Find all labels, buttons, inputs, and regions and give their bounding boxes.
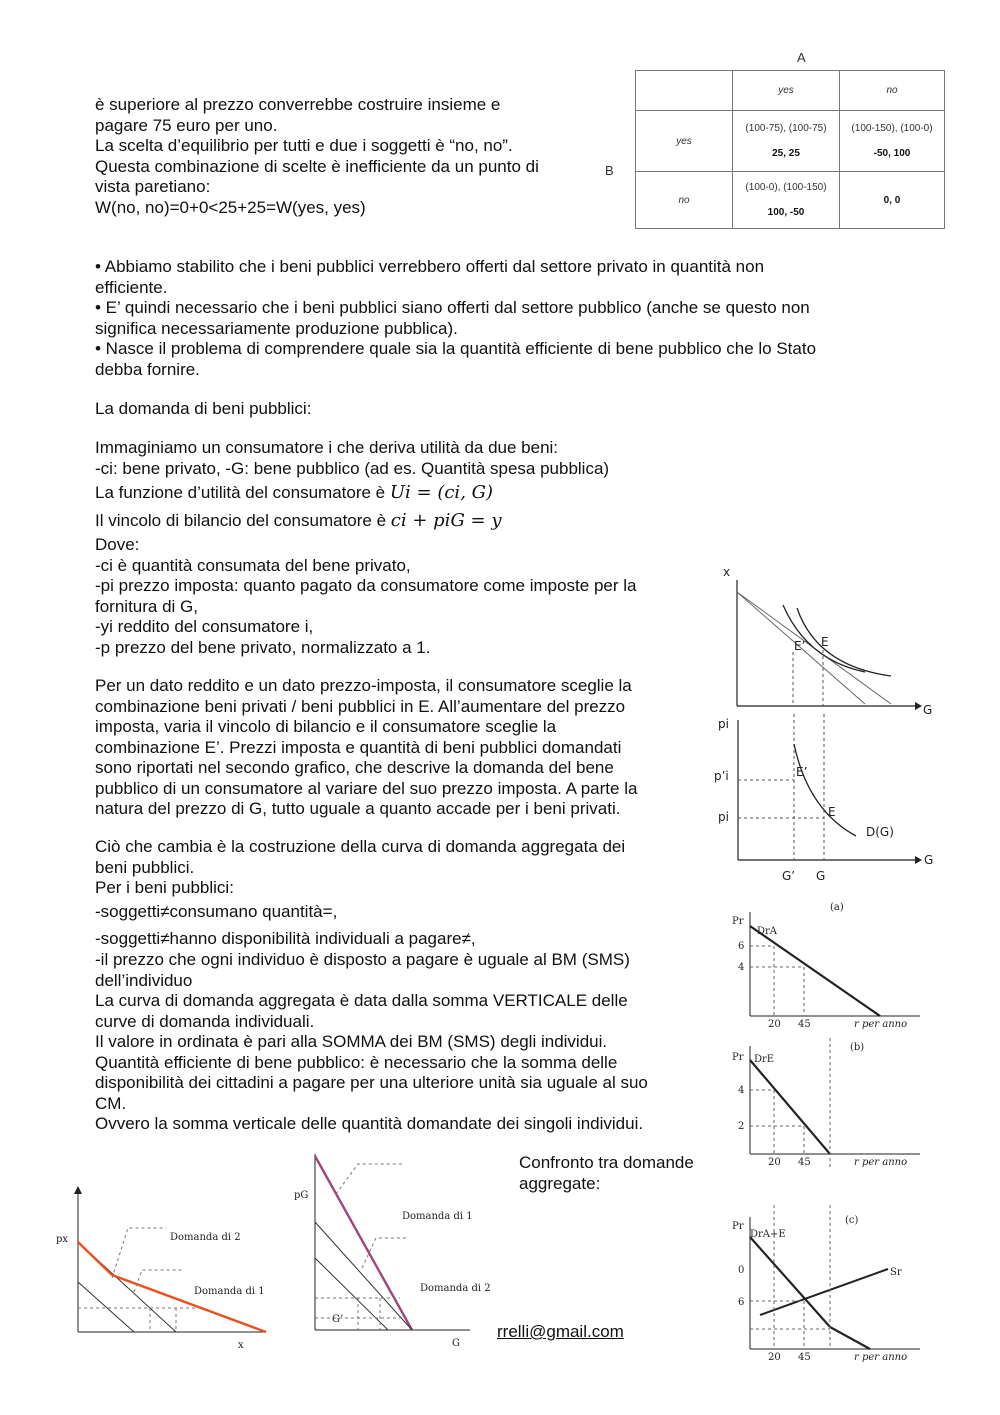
- text-line: imposta, varia il vincolo di bilancio e il consumatore sceglie la: [95, 717, 557, 736]
- text-line: sono riportati nel secondo grafico, che descrive la domanda del bene: [95, 758, 614, 777]
- point-e-prime-label: E’: [794, 639, 806, 653]
- p-label: pi: [718, 810, 729, 824]
- col-no-header: no: [840, 71, 945, 111]
- x-tick: 20: [768, 1352, 781, 1363]
- text-line: -p prezzo del bene privato, normalizzato a 1.: [95, 637, 431, 657]
- y-tick: 6: [738, 941, 745, 952]
- where-paragraph: [95, 535, 636, 658]
- bullet-line: • Nasce il problema di comprendere quale sia la quantità efficiente di bene pubblico che lo Stato: [95, 339, 817, 358]
- private-demand-figure: [50, 1180, 290, 1415]
- text-line: -ci: bene privato, -G: bene pubblico (ad es. Quantità spesa pubblica): [95, 458, 610, 478]
- game-payoff-table: [635, 70, 945, 229]
- demand-2-label: Domanda di 2: [170, 1232, 241, 1243]
- public-demand-figure: [290, 1150, 510, 1415]
- bullet-line: • E’ quindi necessario che i beni pubblici siano offerti dal settore pubblico (anche se questo non: [95, 298, 810, 317]
- consumer-paragraph: [95, 438, 609, 479]
- demand-a-figure: [730, 898, 930, 1030]
- px-axis-label: px: [56, 1234, 69, 1245]
- e-label: E: [828, 805, 836, 819]
- row-yes-header: yes: [636, 111, 733, 172]
- demand-b-figure: [730, 1038, 930, 1170]
- text-line: Per un dato reddito e un dato prezzo-imposta, il consumatore sceglie la: [95, 676, 632, 695]
- demand-1-label: Domanda di 1: [194, 1286, 265, 1297]
- text-line: W(no, no)=0+0<25+25=W(yes, yes): [95, 197, 366, 217]
- x-tick: 20: [768, 1157, 781, 1168]
- supply-label: Sr: [890, 1267, 902, 1278]
- bullet-line: debba fornire.: [95, 359, 200, 379]
- budget-formula: ci + piG = y: [390, 510, 502, 531]
- pg-axis-label: pG: [294, 1190, 309, 1201]
- utility-text: La funzione d’utilità del consumatore è: [95, 483, 386, 502]
- section-title: La domanda di beni pubblici:: [95, 399, 312, 418]
- x-tick: 45: [798, 1352, 811, 1363]
- cell-yes-no: (100-150), (100-0) -50, 100: [840, 111, 945, 172]
- x-tick: 20: [768, 1019, 781, 1030]
- x-axis-label: x: [723, 565, 731, 579]
- text-line: beni pubblici.: [95, 857, 195, 877]
- e-prime-label: E’: [796, 765, 808, 779]
- cell-no-yes: (100-0), (100-150) 100, -50: [733, 172, 840, 229]
- text-line: pagare 75 euro per uno.: [95, 115, 278, 135]
- text-line: Ciò che cambia è la costruzione della curva di domanda aggregata dei: [95, 837, 626, 856]
- text-line: combinazione beni privati / beni pubblici in E. All’aumentare del prezzo: [95, 696, 626, 716]
- text-line: CM.: [95, 1093, 127, 1113]
- panel-a-tag: (a): [830, 902, 844, 913]
- text-line: è superiore al prezzo converrebbe costruire insieme e: [95, 95, 501, 114]
- text-line: La curva di domanda aggregata è data dalla somma VERTICALE delle: [95, 991, 628, 1010]
- point-e-label: E: [821, 635, 829, 649]
- text-line: pubblico di un consumatore al variare del suo prezzo imposta. A parte la: [95, 778, 638, 798]
- bullet-line: • Abbiamo stabilito che i beni pubblici verrebbero offerti dal settore privato in quantità non: [95, 257, 765, 276]
- budget-line: [95, 511, 502, 532]
- choice-paragraph: [95, 676, 637, 820]
- text-line: natura del prezzo di G, tutto uguale a quanto accade per i beni privati.: [95, 799, 621, 818]
- y-tick: 4: [738, 1085, 745, 1096]
- text-line: dell’individuo: [95, 970, 193, 990]
- text-line: Il valore in ordinata è pari alla SOMMA dei BM (SMS) degli individui.: [95, 1032, 608, 1051]
- col-yes-header: yes: [733, 71, 840, 111]
- pr-axis-label: Pr: [732, 1221, 744, 1232]
- cell-no-no: 0, 0: [840, 172, 945, 229]
- y-tick: 0: [738, 1265, 745, 1276]
- text-line: aggregate:: [519, 1173, 601, 1193]
- curve-label: DrE: [754, 1054, 775, 1065]
- p-prime-label: p’i: [714, 769, 729, 783]
- text-line: -pi prezzo imposta: quanto pagato da consumatore come imposte per la: [95, 576, 637, 595]
- x-axis-label: x: [238, 1340, 244, 1351]
- g-axis-label: G: [924, 853, 934, 867]
- text-line: Questa combinazione di scelte è inefficiente da un punto di: [95, 156, 539, 176]
- text-line: Confronto tra domande: [519, 1153, 694, 1172]
- pr-axis-label: Pr: [732, 1052, 744, 1063]
- utility-formula: Ui = (ci, G): [389, 482, 494, 503]
- bullet-line: significa necessariamente produzione pubblica).: [95, 318, 458, 338]
- text-line: vista paretiano:: [95, 177, 211, 196]
- text-line: curve di domanda individuali.: [95, 1011, 315, 1031]
- utility-line: [95, 483, 493, 504]
- text-line: Immaginiamo un consumatore i che deriva utilità da due beni:: [95, 438, 559, 457]
- indifference-curve-figure: [715, 560, 945, 720]
- g-tick: G: [816, 869, 826, 883]
- text-line: -ci è quantità consumata del bene privato,: [95, 555, 411, 575]
- demand-2-label: Domanda di 2: [420, 1283, 491, 1294]
- panel-b-tag: (b): [850, 1042, 865, 1053]
- budget-text: Il vincolo di bilancio del consumatore è: [95, 511, 387, 530]
- x-axis-label: r per anno: [854, 1352, 908, 1363]
- text-line: fornitura di G,: [95, 596, 198, 616]
- neq-line-1: -soggetti≠consumano quantità=,: [95, 902, 338, 921]
- text-line: La scelta d’equilibrio per tutti e due i soggetti è “no, no”.: [95, 136, 513, 155]
- g-axis-label: G: [923, 703, 933, 717]
- g-axis-label: G: [452, 1338, 460, 1349]
- individual-demand-figure: [710, 714, 950, 886]
- demand-1-label: Domanda di 1: [402, 1211, 473, 1222]
- text-line: Dove:: [95, 535, 140, 554]
- text-line: Per i beni pubblici:: [95, 878, 234, 897]
- intro-paragraph: [95, 95, 539, 218]
- final-paragraph: [95, 950, 648, 1135]
- text-line: Ovvero la somma verticale delle quantità domandate dei singoli individui.: [95, 1114, 644, 1133]
- g-prime-label: G’: [332, 1314, 344, 1325]
- y-tick: 6: [738, 1297, 745, 1308]
- text-line: -yi reddito del consumatore i,: [95, 617, 314, 636]
- pr-axis-label: Pr: [732, 916, 744, 927]
- pi-axis-label: pi: [718, 717, 729, 731]
- x-tick: 45: [798, 1157, 811, 1168]
- aggregate-paragraph: [95, 837, 625, 899]
- x-tick: 45: [798, 1019, 811, 1030]
- bullet-list: [95, 257, 816, 380]
- y-tick: 2: [738, 1121, 745, 1132]
- text-line: disponibilità dei cittadini a pagare per una ulteriore unità sia uguale al suo: [95, 1073, 648, 1092]
- g-prime-tick: G’: [782, 869, 796, 883]
- x-axis-label: r per anno: [854, 1019, 908, 1030]
- y-tick: 4: [738, 962, 745, 973]
- email-link[interactable]: rrelli@gmail.com: [497, 1322, 624, 1341]
- cell-yes-yes: (100-75), (100-75) 25, 25: [733, 111, 840, 172]
- curve-label: DrA: [757, 926, 778, 937]
- player-b-label: B: [605, 163, 614, 178]
- neq-line-2: -soggetti≠hanno disponibilità individuali a pagare≠,: [95, 929, 476, 948]
- x-axis-label: r per anno: [854, 1157, 908, 1168]
- panel-c-tag: (c): [845, 1215, 859, 1226]
- curve-label: DrA+E: [750, 1229, 786, 1240]
- text-line: Quantità efficiente di bene pubblico: è necessario che la somma delle: [95, 1052, 618, 1072]
- demand-c-figure: [730, 1205, 930, 1365]
- player-a-label: A: [797, 50, 806, 65]
- text-line: combinazione E’. Prezzi imposta e quantità di beni pubblici domandati: [95, 737, 622, 757]
- bullet-line: efficiente.: [95, 277, 168, 297]
- text-line: -il prezzo che ogni individuo è disposto a pagare è uguale al BM (SMS): [95, 950, 630, 969]
- row-no-header: no: [636, 172, 733, 229]
- compare-caption: [519, 1153, 694, 1194]
- demand-curve-label: D(G): [866, 825, 894, 839]
